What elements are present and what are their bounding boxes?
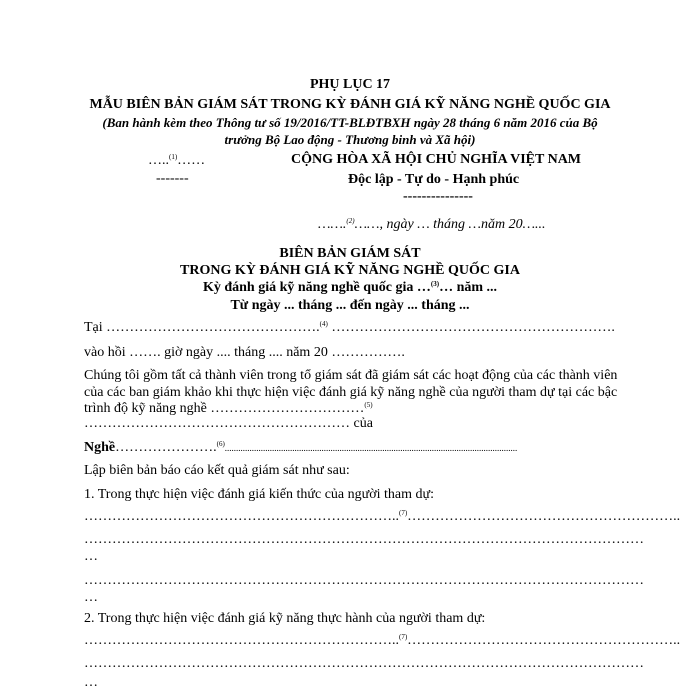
- time-line: vào hồi ……. giờ ngày .... tháng .... năm 20 …………….: [84, 345, 405, 360]
- org-placeholder: …..$^{(1)}$……: [148, 153, 206, 168]
- place-date-line: …….$^{(2)}$……, ngày … tháng …năm 20…...: [318, 217, 546, 232]
- issued-note-line2: trưởng Bộ Lao động - Thương binh và Xã hội): [224, 132, 476, 147]
- report-subtitle: TRONG KỲ ĐÁNH GIÁ KỸ NĂNG NGHỀ QUỐC GIA: [180, 263, 520, 278]
- intro-line2: của các ban giám khảo khi thực hiện việc đánh giá kỹ năng nghề của người tham dự tại các bậc: [84, 385, 618, 400]
- section-1-line2: …………………………………………………………………………………………………………: [84, 532, 644, 547]
- nation-title: CỘNG HÒA XÃ HỘI CHỦ NGHĨA VIỆT NAM: [291, 152, 582, 167]
- occupation-line: Nghề………………….$^{(6)}$..................................................................................................................................: [84, 440, 518, 455]
- org-underline-dashes: -------: [156, 171, 189, 186]
- assessment-dates: Từ ngày ... tháng ... đến ngày ... tháng ...: [230, 298, 470, 313]
- intro-line4: ………………………………………………… của: [84, 416, 373, 431]
- issued-note-line1: (Ban hành kèm theo Thông tư số 19/2016/TT-BLĐTBXH ngày 28 tháng 6 năm 2016 của Bộ: [102, 115, 598, 130]
- section-2-line2-end: …: [84, 675, 98, 690]
- section-2-line2: …………………………………………………………………………………………………………: [84, 656, 644, 671]
- location-line: Tại ……………………………………….$^{(4)}$ …………………………………………………….: [84, 320, 615, 335]
- motto-dashes: ---------------: [403, 189, 473, 204]
- section-1-line3-end: …: [84, 590, 98, 605]
- report-title: BIÊN BẢN GIÁM SÁT: [279, 246, 421, 261]
- form-title: MẪU BIÊN BẢN GIÁM SÁT TRONG KỲ ĐÁNH GIÁ KỸ NĂNG NGHỀ QUỐC GIA: [89, 97, 611, 112]
- section-2-line1: …………………………………………………………..$^{(7)}$…………………………………………………..: [84, 633, 681, 648]
- section-1-line3: …………………………………………………………………………………………………………: [84, 573, 644, 588]
- nation-motto: Độc lập - Tự do - Hạnh phúc: [348, 172, 520, 187]
- section-1-line2-end: …: [84, 549, 98, 564]
- section-2-heading: 2. Trong thực hiện việc đánh giá kỹ năng thực hành của người tham dự:: [84, 611, 486, 626]
- section-1-line1: …………………………………………………………..$^{(7)}$…………………………………………………..: [84, 509, 681, 524]
- intro-line3: trình độ kỹ năng nghề ……………………………$^{(5)}$: [84, 401, 373, 416]
- report-intro: Lập biên bản báo cáo kết quả giám sát như sau:: [84, 463, 350, 478]
- section-1-heading: 1. Trong thực hiện việc đánh giá kiến thức của người tham dự:: [84, 487, 434, 502]
- intro-line1: Chúng tôi gồm tất cả thành viên trong tổ giám sát đã giám sát các hoạt động của các thành viên: [84, 368, 618, 383]
- assessment-period: Kỳ đánh giá kỹ năng nghề quốc gia …$^{(3)}$… năm ...: [202, 280, 498, 295]
- appendix-title: PHỤ LỤC 17: [309, 77, 391, 92]
